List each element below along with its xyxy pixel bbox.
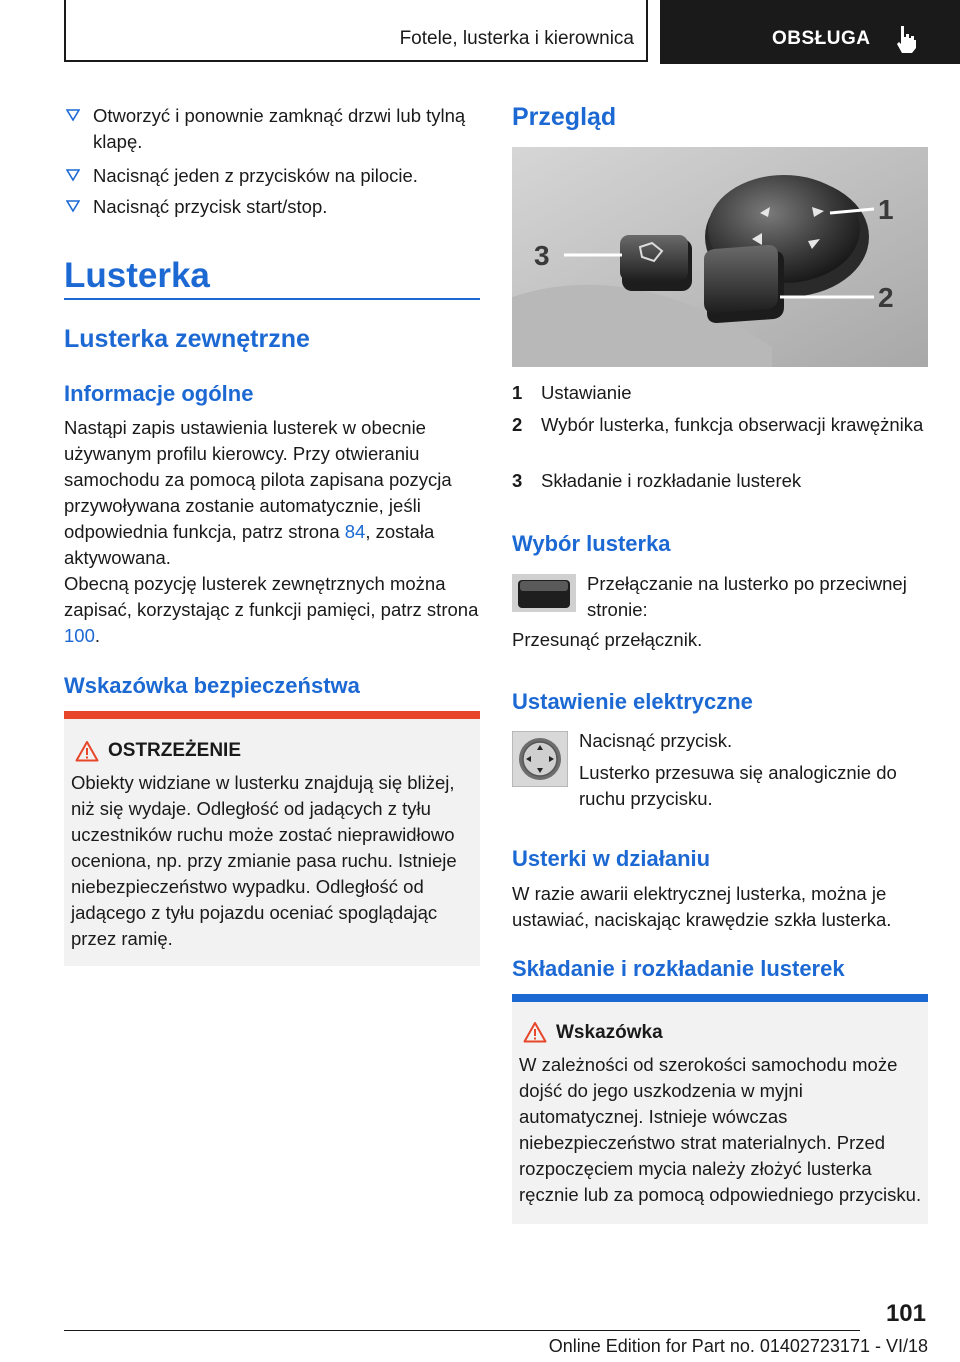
header-section-box <box>64 0 648 62</box>
list-item-text: Nacisnąć przycisk start/stop. <box>93 196 328 217</box>
subsection-heading-safety: Wskazówka bezpieczeństwa <box>64 673 360 698</box>
callout-3: 3 <box>534 240 550 271</box>
note-text: W zależności od szerokości samochodu może dojść do jego uszkodzenia w myjni automatycznej. Istnieje wówczas niebezpieczeństwo strat materialnych. Przed rozpoczęciem mycia należy złożyć lusterka ręcznie lub za pomocą odpowiedniego przycisku. <box>519 1054 922 1205</box>
callout-2: 2 <box>878 282 894 313</box>
legend-number: 1 <box>512 382 523 403</box>
note-box <box>512 994 928 1224</box>
warning-box <box>64 711 480 966</box>
triangle-bullet-icon <box>66 199 80 213</box>
legend-text: Składanie i rozkładanie lusterek <box>541 470 802 491</box>
electric-text-2: Lusterko przesuwa się analogicznie do ruchu przycisku. <box>579 762 897 809</box>
fold-button <box>620 235 688 281</box>
triangle-bullet-icon <box>66 108 80 122</box>
mirror-select-switch <box>704 245 778 313</box>
callout-1: 1 <box>878 194 894 225</box>
subsection-heading-fault: Usterki w działaniu <box>512 846 711 871</box>
legend-number: 3 <box>512 470 523 491</box>
chapter-heading: Lusterka <box>64 256 210 295</box>
legend-number: 2 <box>512 414 523 435</box>
mirror-switch-icon <box>512 574 576 612</box>
warning-text: Obiekty widziane w lusterku znajdują się bliżej, niż się wydaje. Odległość od jadących z tyłu uczestników ruchu może zostać nieprawidłowo oceniona, np. przy zmianie pasa ruchu. Istnieje niebezpieczeństwo wypadku. Odległość od jadącego z tyłu pojazdu oceniać spoglądając przez ramię. <box>71 772 457 949</box>
subsection-heading-select: Wybór lusterka <box>512 531 671 556</box>
page-number: 101 <box>885 1300 926 1327</box>
note-bar <box>512 994 928 1002</box>
legend-text: Wybór lusterka, funkcja obserwacji krawężnika <box>541 414 924 435</box>
footer-rule <box>64 1330 860 1331</box>
warning-bar <box>64 711 480 719</box>
warning-triangle-icon <box>75 740 99 762</box>
triangle-bullet-icon <box>66 168 80 182</box>
subsection-heading-general: Informacje ogólne <box>64 381 254 406</box>
page-link-100[interactable]: 100 <box>64 625 95 646</box>
subsection-heading-fold: Składanie i rozkładanie lusterek <box>512 956 845 981</box>
list-item-text: Nacisnąć jeden z przycisków na pilocie. <box>93 165 418 186</box>
subsection-heading-electric: Ustawienie elektryczne <box>512 689 753 714</box>
select-text: Przełączanie na lusterko po przeciwnej stronie: <box>587 573 907 620</box>
paragraph-memory: Nastąpi zapis ustawienia lusterek w obecnie używanym profilu kierowcy. Przy otwieraniu samochodu za pomocą pilota zapisana pozycja przywoływana zostanie automatycznie, jeśli odpowiednia funkcja, patrz strona 84, została aktywowana. <box>64 417 452 568</box>
select-text-2: Przesunąć przełącznik. <box>512 629 703 650</box>
electric-text-1: Nacisnąć przycisk. <box>579 730 733 751</box>
list-item-text: Otworzyć i ponownie zamknąć drzwi lub tylną klapę. <box>93 105 466 152</box>
legend-text: Ustawianie <box>541 382 632 403</box>
section-heading: Lusterka zewnętrzne <box>64 325 310 353</box>
hand-pointer-icon <box>892 24 920 54</box>
note-title: Wskazówka <box>556 1022 663 1043</box>
fault-text: W razie awarii elektrycznej lusterka, można je ustawiać, naciskając krawędzie szkła lusterka. <box>512 883 892 930</box>
header-chapter-tab <box>660 0 960 64</box>
warning-triangle-icon <box>523 1021 547 1043</box>
warning-title: OSTRZEŻENIE <box>108 740 242 761</box>
page-header <box>0 0 960 64</box>
header-chapter-label: OBSŁUGA <box>772 28 871 49</box>
edition-label: Online Edition for Part no. 01402723171 - VI/18 <box>548 1336 928 1356</box>
paragraph-save-position: Obecną pozycję lusterek zewnętrznych można zapisać, korzystając z funkcji pamięci, patrz strona 100. <box>64 573 479 646</box>
header-section-title: Fotele, lusterka i kierownica <box>399 28 634 49</box>
page-link-84[interactable]: 84 <box>344 521 366 542</box>
chapter-heading-rule <box>64 298 480 300</box>
mirror-controls-photo <box>512 147 928 367</box>
mirror-adjust-button-icon <box>512 731 568 787</box>
overview-heading: Przegląd <box>512 103 617 131</box>
